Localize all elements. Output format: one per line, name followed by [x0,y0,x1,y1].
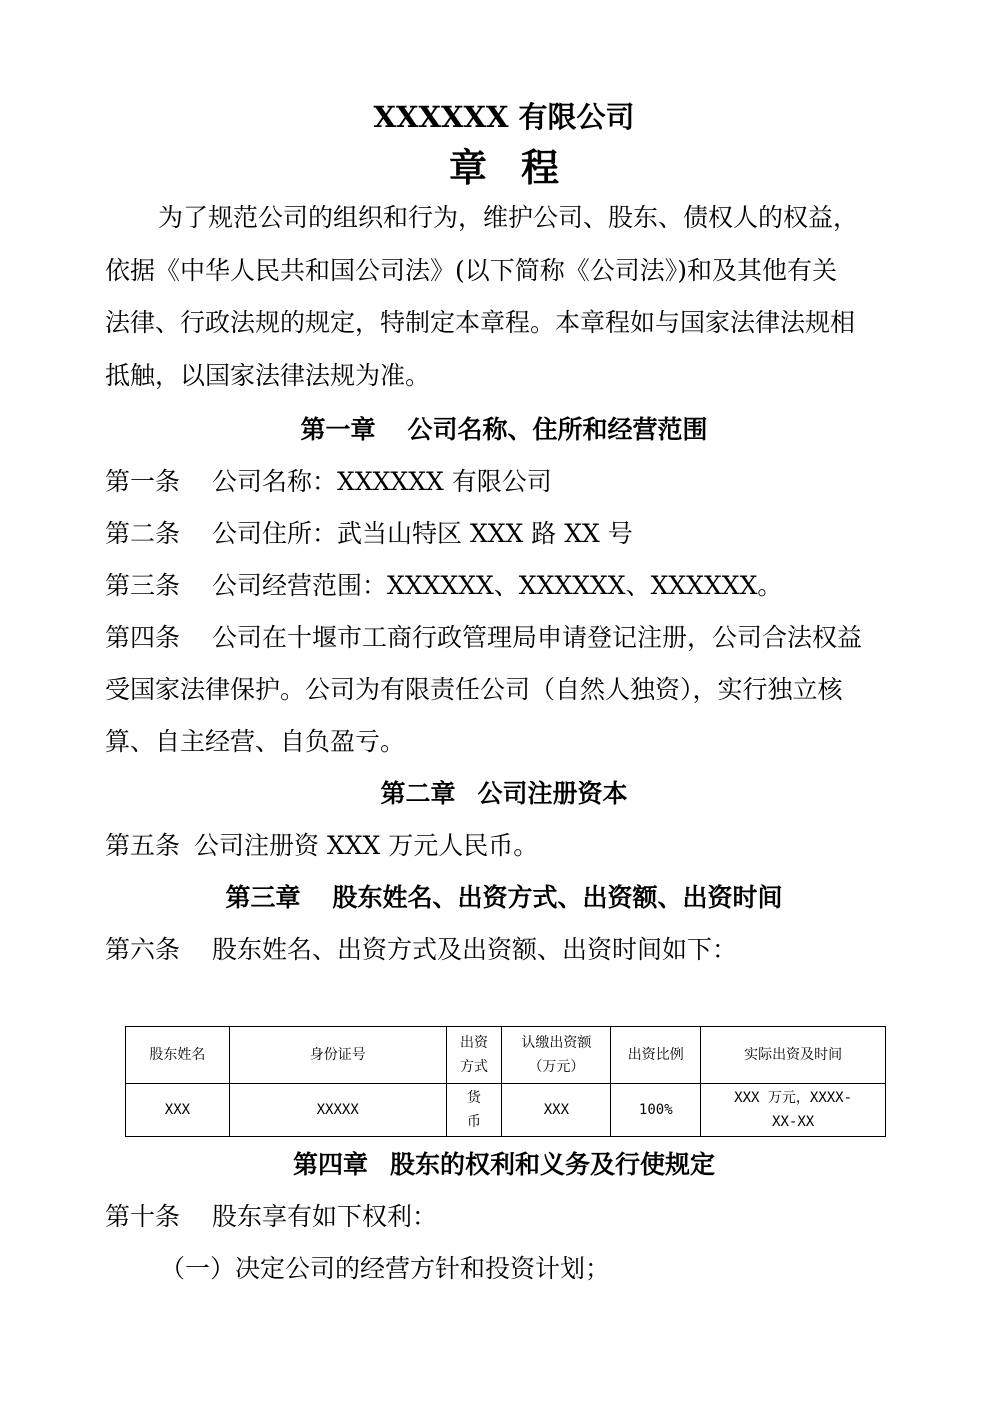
preamble-line-2: 依据《中华人民共和国公司法》(以下简称《公司法》)和及其他有关 [105,255,838,285]
chapter-3-heading: 第三章 股东姓名、出资方式、出资额、出资时间 [225,883,783,912]
header-id-number: 身份证号 [229,1027,446,1084]
article-5: 第五条 公司注册资 XXX 万元人民币。 [105,831,539,860]
article-2: 第二条 公司住所：武当山特区 XXX 路 XX 号 [105,519,633,548]
article-4-line-2: 受国家法律保护。公司为有限责任公司（自然人独资），实行独立核 [105,675,843,704]
preamble-line-4: 抵触，以国家法律法规为准。 [105,360,431,390]
cell-contribution-ratio: 100% [611,1084,701,1137]
article-4-line-3: 算、自主经营、自负盈亏。 [105,727,406,756]
article-3: 第三条 公司经营范围：XXXXXX、XXXXXX、XXXXXX。 [105,571,783,600]
chapter-2-heading: 第二章 公司注册资本 [380,779,628,808]
article-10-item-1: （一）决定公司的经营方针和投资计划； [160,1254,611,1283]
shareholder-table [125,1026,886,1137]
header-contribution-ratio: 出资比例 [611,1027,701,1084]
header-shareholder-name: 股东姓名 [126,1027,230,1084]
cell-subscribed-amount: XXX [502,1084,611,1137]
article-10: 第十条 股东享有如下权利： [105,1202,438,1231]
header-subscribed-amount: 认缴出资额 （万元） [502,1027,611,1084]
article-6: 第六条 股东姓名、出资方式及出资额、出资时间如下： [105,935,738,964]
cell-id-number: XXXXX [229,1084,446,1137]
preamble-line-1: 为了规范公司的组织和行为，维护公司、股东、债权人的权益， [158,203,859,232]
header-contribution-method: 出资 方式 [446,1027,502,1084]
table-row [126,1084,886,1137]
header-actual-contribution: 实际出资及时间 [701,1027,886,1084]
cell-actual-contribution: XXX 万元，XXXX- XX-XX [701,1084,886,1137]
preamble-line-3: 法律、行政法规的规定，特制定本章程。本章程如与国家法律法规相 [105,308,856,337]
article-1: 第一条 公司名称：XXXXXX 有限公司 [105,467,552,496]
document-title: 章程 [448,145,593,190]
cell-contribution-method: 货 币 [446,1084,502,1137]
cell-shareholder-name: XXX [126,1084,230,1137]
article-4-line-1: 第四条 公司在十堰市工商行政管理局申请登记注册，公司合法权益 [105,623,863,652]
preamble-paragraph [105,192,905,402]
chapter-1-heading: 第一章 公司名称、住所和经营范围 [300,415,708,444]
company-title: XXXXXX 有限公司 [373,100,635,134]
chapter-4-heading: 第四章 股东的权利和义务及行使规定 [292,1150,716,1179]
table-header-row [126,1027,886,1084]
